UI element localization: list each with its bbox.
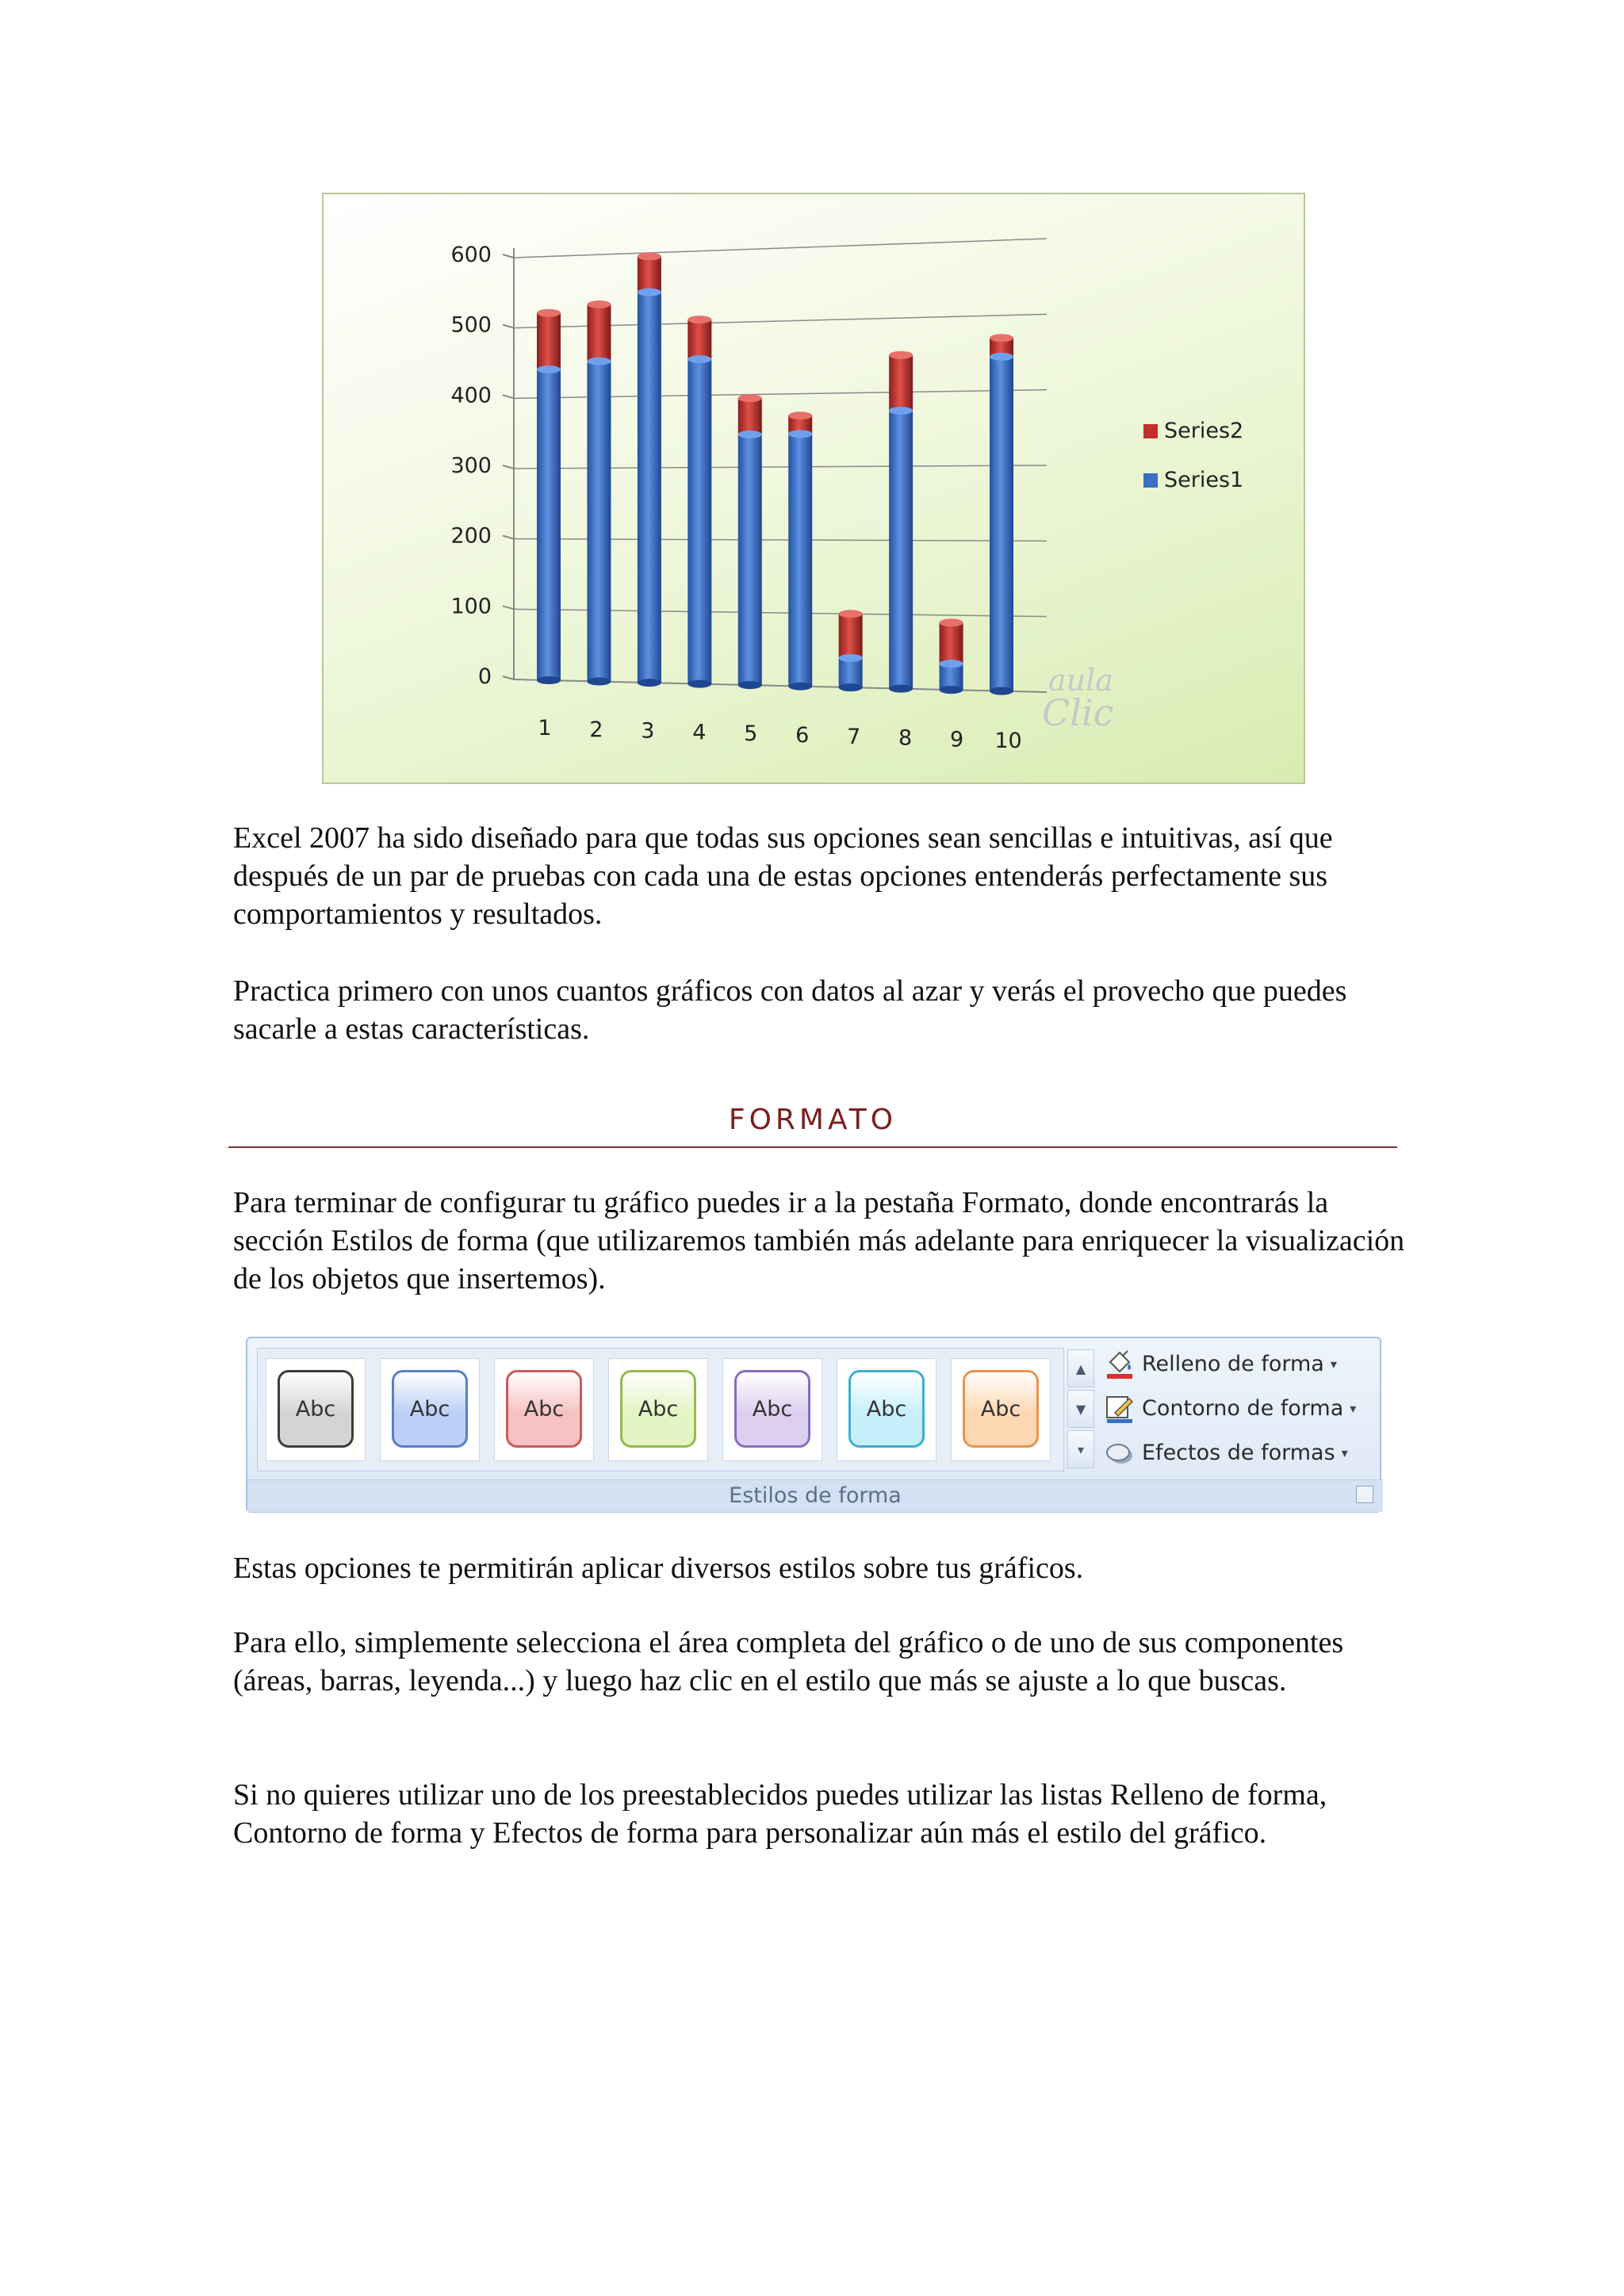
- dialog-launcher-icon[interactable]: [1356, 1486, 1373, 1503]
- y-tick: [503, 254, 514, 258]
- bar-series1-top: [839, 654, 863, 662]
- paragraph-formato-tab: Para terminar de configurar tu gráfico puedes ir a la pestaña Formato, donde encontrarás la sección Estilos de forma (que utilizaremos también más adelante para enriquecer la visualización de los objetos que insertemos).: [233, 1186, 1405, 1295]
- section-title-formato: FORMATO: [728, 1104, 898, 1136]
- shape-effects-command[interactable]: [1104, 1435, 1348, 1470]
- bar-series1: [839, 658, 863, 687]
- bar-series2: [839, 614, 863, 658]
- bar-series1-top: [738, 430, 762, 438]
- bar-series1-top: [990, 353, 1013, 361]
- bar-series2-top: [990, 334, 1013, 342]
- bar-series2-top: [889, 351, 913, 359]
- paragraph-practice: Practica primero con unos cuantos gráficos con datos al azar y verás el provecho que puedes sacarle a estas características.: [233, 974, 1347, 1046]
- bar-series2: [940, 622, 963, 664]
- bar-series1: [688, 359, 711, 683]
- shape-effects-icon: [1104, 1437, 1136, 1468]
- y-tick: [503, 606, 514, 609]
- bar-series1: [738, 434, 762, 685]
- legend-swatch: [1143, 473, 1158, 488]
- stacked-column-chart[interactable]: [322, 193, 1305, 784]
- section-divider: [228, 1146, 1397, 1148]
- bar-series2-top: [587, 300, 611, 308]
- chevron-down-icon: ▾: [1341, 1445, 1348, 1460]
- paragraph-options: Estas opciones te permitirán aplicar diversos estilos sobre tus gráficos.: [233, 1552, 1084, 1585]
- y-tick-label: 0: [477, 664, 492, 689]
- paragraph-select: Para ello, simplemente selecciona el área completa del gráfico o de uno de sus componentes (áreas, barras, leyenda...) y luego haz clic en el estilo que más se ajuste a lo que buscas.: [233, 1626, 1344, 1697]
- bar-series1-base: [537, 676, 561, 684]
- shape-style-button[interactable]: Abc: [620, 1370, 696, 1448]
- x-tick-label: 9: [949, 727, 964, 752]
- bar-series1-base: [638, 679, 661, 687]
- bar-series2-top: [839, 610, 863, 618]
- style-cell[interactable]: [494, 1358, 594, 1461]
- style-cell[interactable]: [380, 1358, 480, 1461]
- paragraph-intro: Excel 2007 ha sido diseñado para que todas sus opciones sean sencillas e intuitivas, así que después de un par de pruebas con cada una de estas opciones entenderás perfectamente sus comportamientos y resultados.: [233, 821, 1333, 931]
- shape-style-button[interactable]: Abc: [506, 1370, 582, 1448]
- bar-series1-top: [638, 289, 661, 297]
- y-tick: [503, 395, 514, 398]
- gallery-scroll-down-icon[interactable]: ▼: [1067, 1390, 1094, 1428]
- shape-style-button[interactable]: Abc: [392, 1370, 468, 1448]
- gallery-more-icon[interactable]: ▾: [1067, 1430, 1094, 1468]
- x-tick-label: 3: [641, 718, 655, 744]
- style-cell[interactable]: [951, 1358, 1051, 1461]
- y-tick-label: 400: [450, 383, 492, 408]
- bar-series1-base: [788, 683, 812, 691]
- bar-series1-base: [738, 681, 762, 689]
- fill-shape-label: Relleno de forma: [1142, 1351, 1324, 1376]
- outline-shape-command[interactable]: [1104, 1391, 1356, 1425]
- bar-series1-top: [587, 358, 611, 365]
- bar-series2-top: [638, 252, 661, 260]
- x-tick-label: 7: [847, 724, 861, 749]
- y-tick: [503, 465, 514, 469]
- shape-styles-ribbon-group: [246, 1337, 1381, 1513]
- bar-series2-top: [688, 316, 711, 323]
- y-tick: [503, 676, 514, 679]
- y-tick-label: 600: [450, 243, 492, 267]
- bar-series1-base: [889, 685, 913, 693]
- bar-series1: [889, 411, 913, 689]
- x-tick-label: 5: [744, 721, 758, 747]
- bar-series1: [788, 434, 812, 686]
- bar-series1: [537, 369, 561, 680]
- gallery-scroll-up-icon[interactable]: ▲: [1067, 1349, 1094, 1387]
- paragraph-lists: Si no quieres utilizar uno de los preestablecidos puedes utilizar las listas Relleno de forma, Contorno de forma y Efectos de forma para personalizar aún más el estilo del gráfico.: [233, 1778, 1327, 1850]
- bar-series1: [587, 362, 611, 682]
- chart-canvas: [324, 194, 1307, 786]
- legend-swatch: [1143, 424, 1158, 438]
- x-tick-label: 10: [994, 729, 1022, 754]
- bar-series1-top: [537, 365, 561, 373]
- bar-series2: [738, 398, 762, 434]
- shape-style-button[interactable]: Abc: [963, 1370, 1039, 1448]
- style-cell[interactable]: [608, 1358, 708, 1461]
- x-tick-label: 8: [898, 725, 913, 751]
- bar-series2: [688, 320, 711, 359]
- gallery-scrollbar: [1067, 1349, 1096, 1471]
- bar-series2-top: [537, 309, 561, 317]
- bar-series2: [587, 304, 611, 362]
- y-tick-label: 200: [450, 523, 492, 549]
- watermark-text: Clic: [1042, 691, 1114, 734]
- legend-label: Series1: [1164, 468, 1244, 492]
- paint-bucket-icon: [1104, 1348, 1136, 1380]
- shape-styles-gallery: [257, 1348, 1064, 1471]
- bar-series1-base: [688, 680, 711, 688]
- x-tick-label: 2: [589, 717, 603, 742]
- style-cell[interactable]: [837, 1358, 936, 1461]
- watermark-text: aula: [1048, 663, 1113, 698]
- bar-series1-base: [940, 686, 963, 694]
- bar-series1-base: [587, 678, 611, 686]
- x-tick-label: 1: [538, 716, 552, 740]
- bar-series1-top: [688, 355, 711, 363]
- bar-series2: [638, 256, 661, 292]
- shape-style-button[interactable]: Abc: [734, 1370, 810, 1448]
- bar-series1-base: [990, 687, 1013, 695]
- pencil-outline-icon: [1104, 1392, 1136, 1424]
- bar-series2-top: [738, 394, 762, 402]
- bar-series1-top: [889, 407, 913, 415]
- bar-series2-top: [788, 411, 812, 419]
- shape-effects-label: Efectos de formas: [1142, 1440, 1335, 1465]
- y-tick-label: 500: [450, 312, 492, 338]
- y-tick: [503, 536, 514, 539]
- bar-series1-top: [788, 430, 812, 438]
- bar-series2: [889, 355, 913, 411]
- shape-style-button[interactable]: Abc: [278, 1370, 354, 1448]
- bar-series2-top: [940, 618, 963, 626]
- bar-series2: [537, 313, 561, 369]
- bar-series1: [638, 293, 661, 683]
- bar-series1: [990, 357, 1013, 691]
- shape-style-button[interactable]: Abc: [848, 1370, 925, 1448]
- chevron-down-icon: ▾: [1350, 1400, 1357, 1416]
- bar-series1-top: [940, 660, 963, 668]
- outline-shape-label: Contorno de forma: [1142, 1395, 1344, 1421]
- chevron-down-icon: ▾: [1330, 1356, 1337, 1372]
- ribbon-group-label: Estilos de forma: [247, 1479, 1383, 1512]
- x-tick-label: 4: [692, 720, 707, 745]
- y-tick-label: 100: [450, 594, 492, 619]
- y-tick: [503, 325, 514, 328]
- x-tick-label: 6: [795, 723, 810, 748]
- style-cell[interactable]: [722, 1358, 822, 1461]
- style-cell[interactable]: [266, 1358, 366, 1461]
- legend-label: Series2: [1164, 419, 1244, 443]
- y-tick-label: 300: [450, 453, 492, 478]
- gridline: [514, 239, 1047, 258]
- bar-series1-base: [839, 683, 863, 691]
- fill-shape-command[interactable]: [1104, 1346, 1337, 1381]
